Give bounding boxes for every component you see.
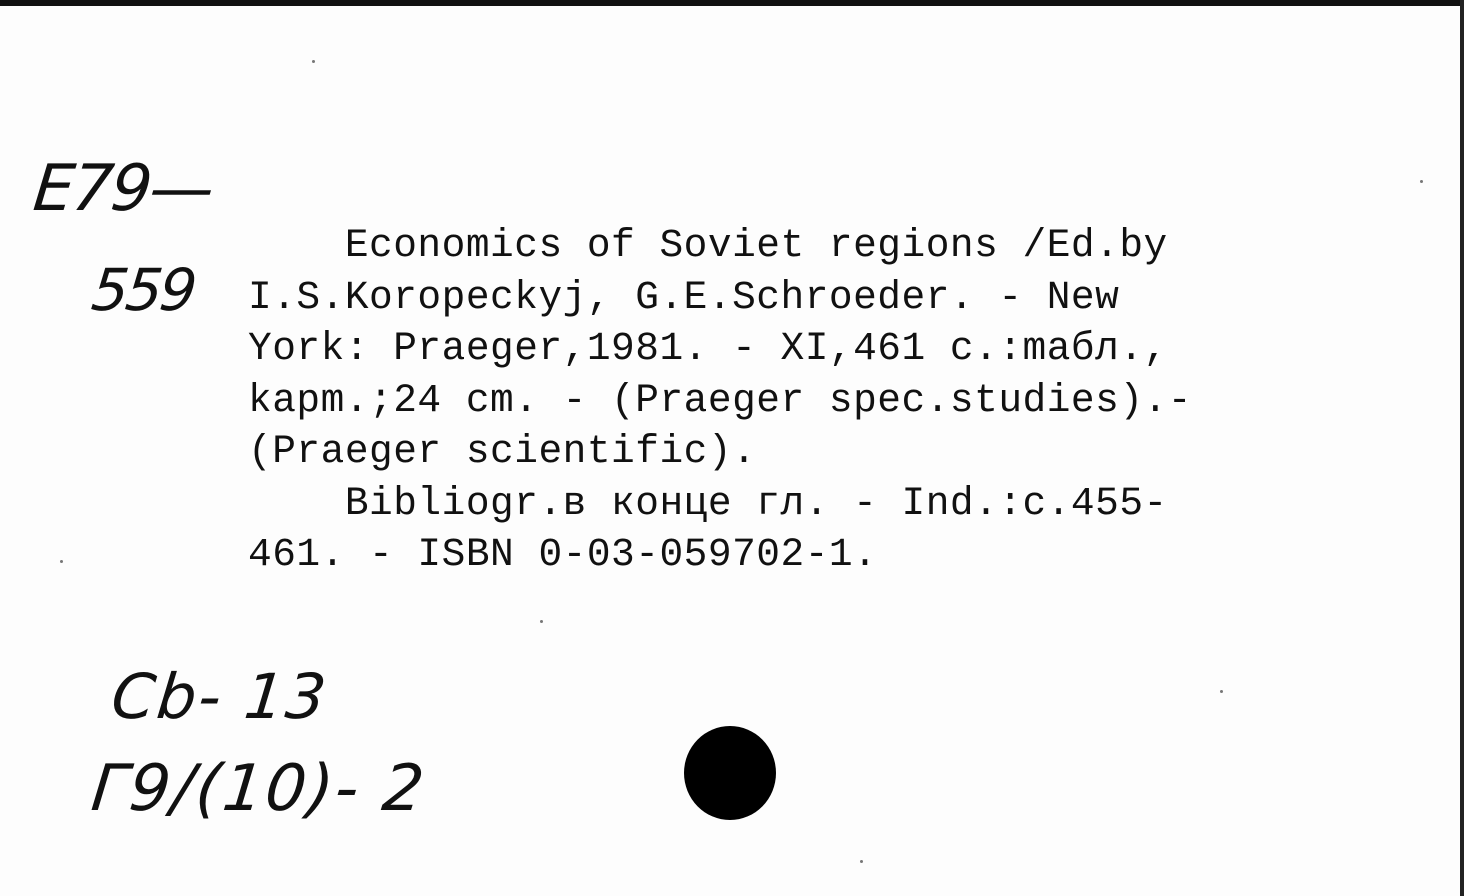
scan-speck (540, 620, 543, 623)
entry-line: kapm.;24 cm. - (Praeger spec.studies).- (248, 377, 1192, 423)
scan-speck (1420, 180, 1423, 183)
card-top-edge (0, 0, 1464, 6)
call-number-line-2: 559 (88, 256, 198, 324)
scan-speck (1220, 690, 1223, 693)
classification-line-1: Cb- 13 (108, 660, 332, 733)
scan-speck (312, 60, 315, 63)
call-number-line-1: E79— (30, 152, 216, 226)
card-right-edge (1460, 0, 1464, 896)
entry-line: I.S.Koropeckyj, G.E.Schroeder. - New (248, 274, 1120, 320)
entry-line: Bibliogr.в конце гл. - Ind.:c.455- (248, 480, 1168, 526)
bibliographic-entry (248, 220, 1192, 581)
entry-line: York: Praeger,1981. - XI,461 c.:maбл., (248, 326, 1168, 371)
classification-line-2: Г9/(10)- 2 (88, 752, 430, 826)
punch-hole-mark (684, 726, 776, 820)
entry-line: (Praeger scientific). (248, 429, 757, 474)
entry-line: 461. - ISBN 0-03-059702-1. (248, 532, 878, 577)
scan-speck (860, 860, 863, 863)
scan-speck (60, 560, 63, 563)
entry-line: Economics of Soviet regions /Ed.by (248, 223, 1168, 268)
